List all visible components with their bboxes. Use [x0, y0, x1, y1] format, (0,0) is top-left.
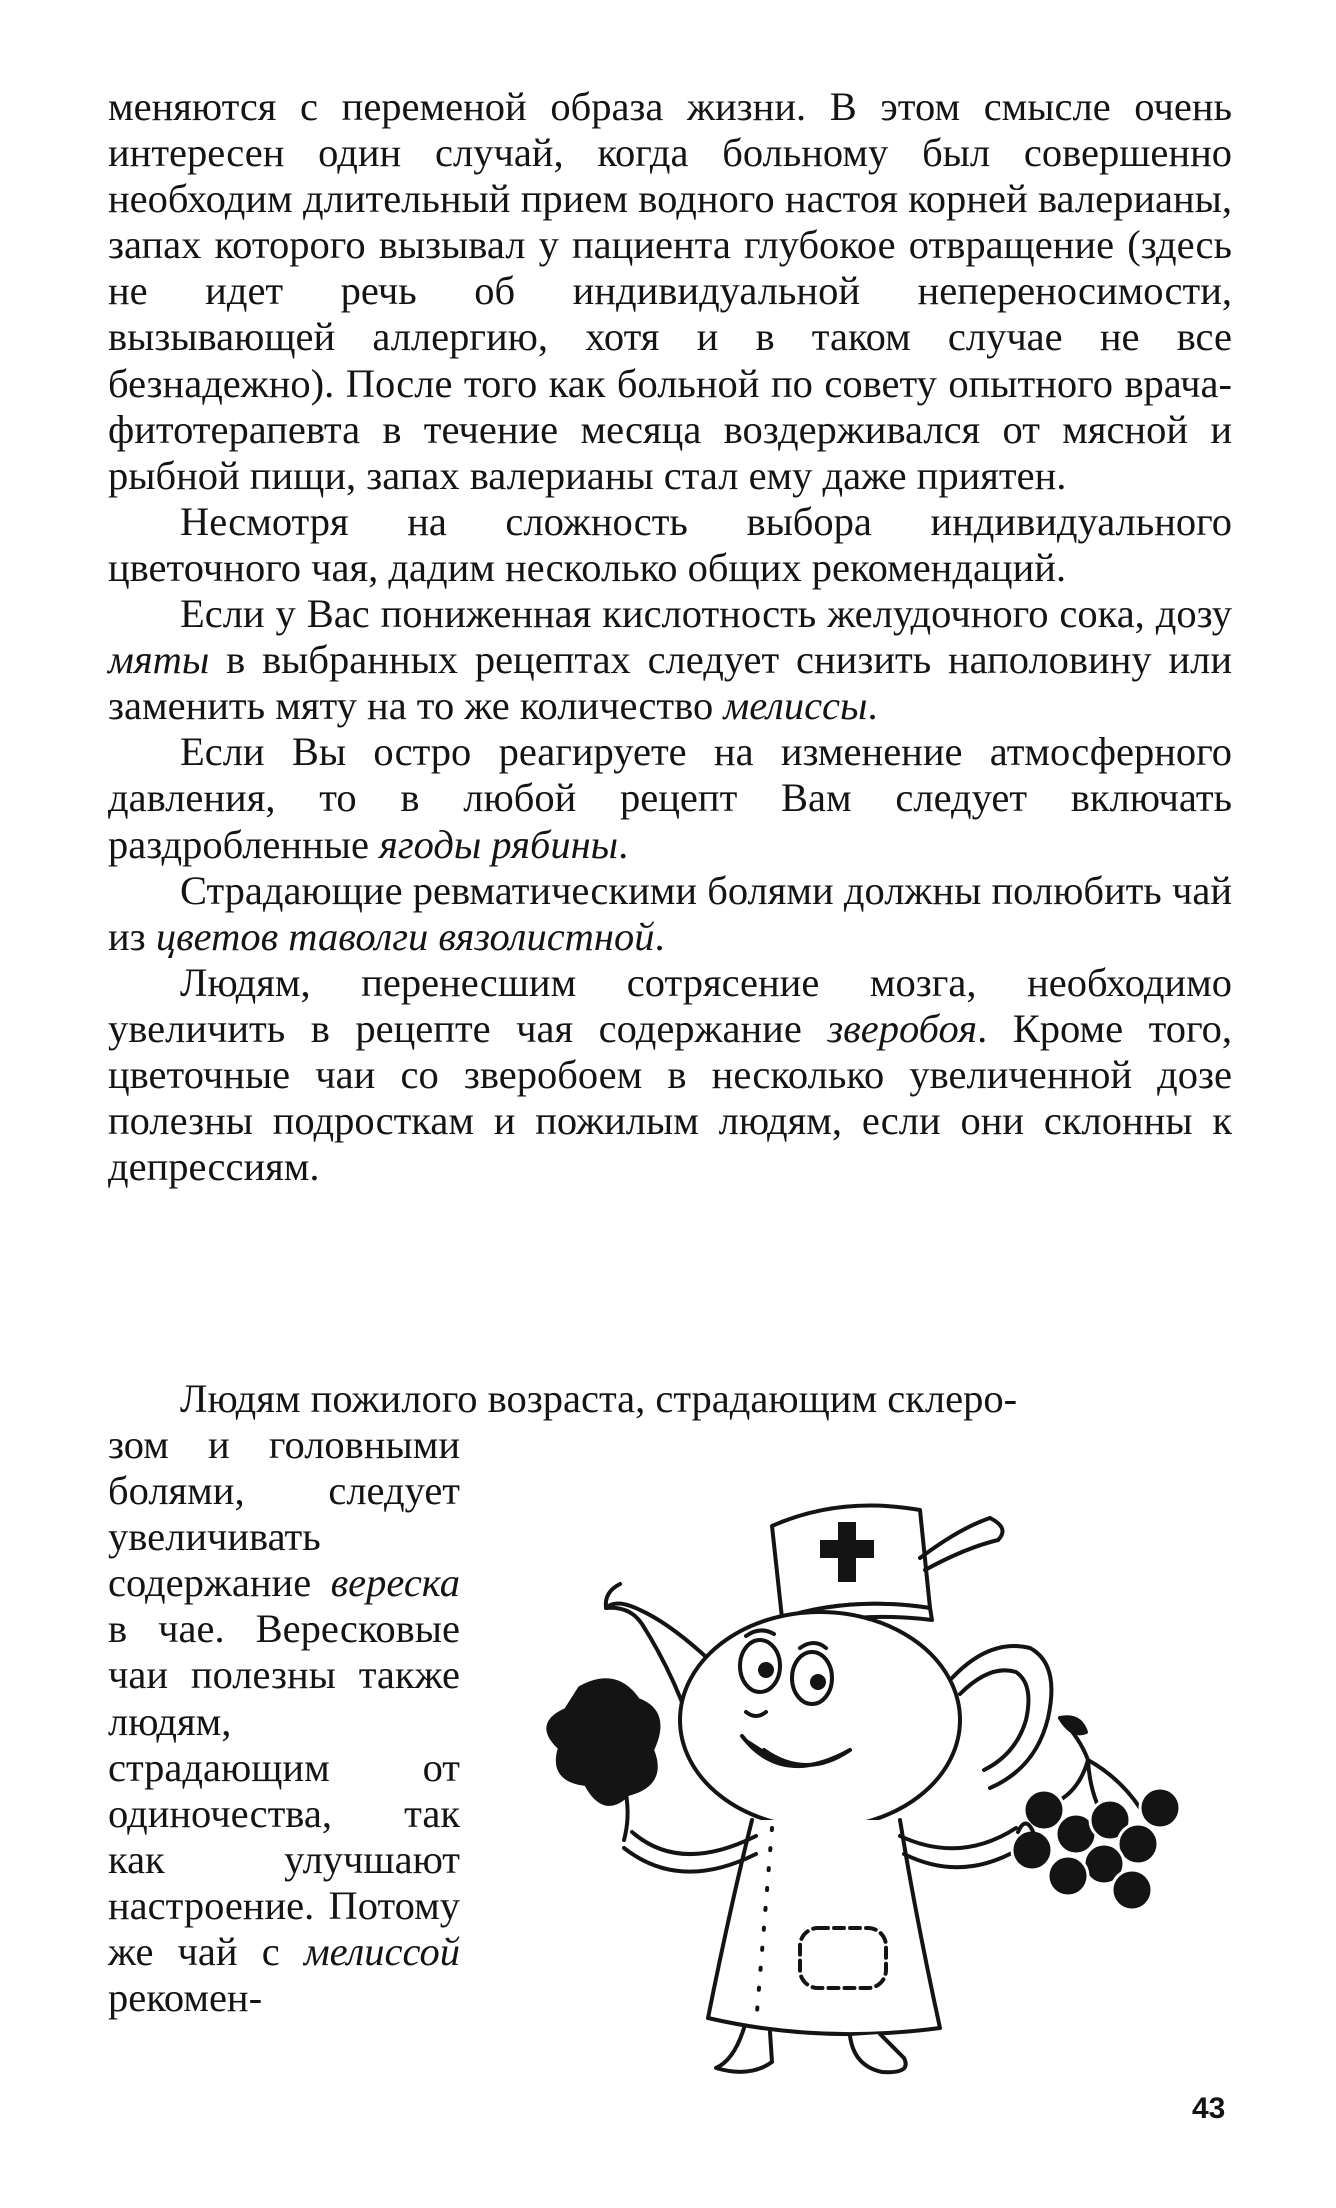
paragraph-4	[108, 729, 1232, 867]
rowan-berries-icon	[1012, 1788, 1180, 1910]
paragraph-4-text-a: Если Вы остро реагируете на изменение атмосферного давления, то в любой рецепт Вам следует включать раздробленные	[108, 729, 1232, 867]
herb-name-mint: мяты	[108, 637, 210, 683]
paragraph-6-text-c: . Кроме того, цветочные чаи со зверобоем в несколько увеличенной дозе полезны подросткам и пожилым людям, если они склонны к депрессиям.	[108, 1005, 1232, 1190]
paragraph-1: меняются с переменой образа жизни. В этом смысле очень интересен один случай, когда больному был совершенно необходим длительный прием водного настоя корней валерианы, запах которого вызывал у пациента глубокое отвращение (здесь не идет речь об индивидуальной непереносимости, вызывающей аллергию, хотя и в таком случае не все безнадежно). После того как больной по совету опытного врача-фитотерапевта в течение месяца воздерживался от мясной и рыбной пищи, запах валерианы стал ему даже приятен.	[108, 84, 1232, 498]
paragraph-5-text-c: .	[654, 913, 665, 959]
paragraph-3-text-c: .	[867, 683, 878, 729]
paragraph-7-text-a: зом и головными болями, следует увеличивать содержание	[108, 1422, 460, 1606]
herb-name-melissa-2: мелиссой	[303, 1929, 460, 1975]
page-number: 43	[1192, 2092, 1226, 2125]
paragraph-6-text-a: Людям, перенесшим сотрясение мозга, необходимо увеличить в рецепте чая содержание	[108, 959, 1232, 1051]
herb-name-melissa: мелиссы	[723, 683, 868, 729]
leaf-icon	[548, 1680, 658, 1804]
teapot-handle	[952, 1646, 1051, 1788]
body-text	[108, 84, 1232, 1190]
paragraph-4-text-c: .	[618, 821, 629, 867]
paragraph-7-first-line: Людям пожилого возраста, страдающим склеро-	[180, 1376, 1018, 1421]
paragraph-7-text-b: в чае. Вересковые чаи полезны также людям, страдающим от одиночества, так как улучшают настроение. Потому же чай с	[108, 1606, 460, 1975]
paragraph-3-text-a: Если у Вас пониженная кислотность желудочного сока, дозу	[180, 591, 1232, 637]
paragraph-5	[108, 868, 1232, 960]
paragraph-7-text-c: рекомен-	[108, 1975, 263, 2021]
teapot-doctor-illustration	[520, 1488, 1240, 2108]
paragraph-7-wrapped-column	[108, 1422, 460, 2021]
herb-name-st-johns-wort: зверобоя	[827, 1005, 978, 1051]
paragraph-6	[108, 960, 1232, 1190]
paragraph-2: Несмотря на сложность выбора индивидуального цветочного чая, дадим несколько общих рекомендаций.	[108, 498, 1232, 590]
herb-name-heather: вереска	[330, 1560, 460, 1606]
paragraph-3-text-b: в выбранных рецептах следует снизить наполовину или заменить мяту на то же количество	[108, 637, 1232, 729]
paragraph-3	[108, 591, 1232, 729]
herb-name-meadowsweet: цветов таволги вязолистной	[155, 913, 655, 959]
herb-name-rowan: ягоды рябины	[379, 821, 619, 867]
paragraph-5-text-a: Страдающие ревматическими болями должны полюбить чай из	[108, 867, 1232, 959]
